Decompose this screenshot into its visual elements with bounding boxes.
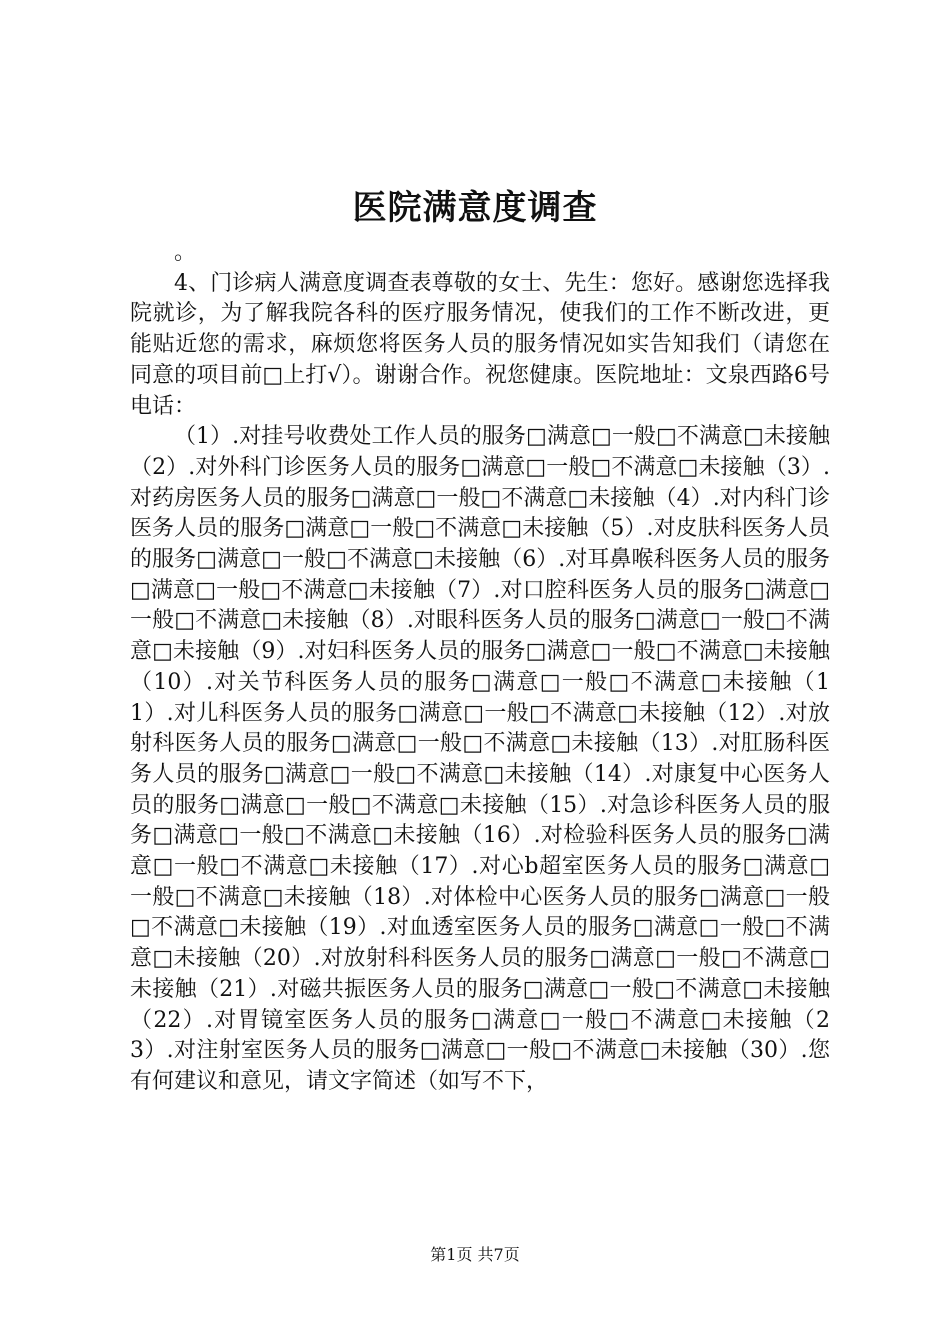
document-title: 医院满意度调查 [352,188,598,228]
page-footer: 第1页 共7页 [430,1245,520,1264]
document-body [130,238,830,1098]
paragraph-intro: 4、门诊病人满意度调查表尊敬的女士、先生：您好。感谢您选择我院就诊，为了解我院各科的医疗服务情况，使我们的工作不断改进，更能贴近您的需求，麻烦您将医务人员的服务情况如实告知我们（请您在同意的项目前□上打√）。谢谢合作。祝您健康。医院地址：文泉西路6号电话： [130,270,830,419]
paragraph-dot: 。 [174,240,197,265]
paragraph-survey-items: （1）.对挂号收费处工作人员的服务□满意□一般□不满意□未接触（2）.对外科门诊医务人员的服务□满意□一般□不满意□未接触（3）.对药房医务人员的服务□满意□一般□不满意□未接触（4）.对内科门诊医务人员的服务□满意□一般□不满意□未接触（5）.对皮肤科医务人员的服务□满意□一般□不满意□未接触（6）.对耳鼻喉科医务人员的服务□满意□一般□不满意□未接触（7）.对口腔科医务人员的服务□满意□一般□不满意□未接触（8）.对眼科医务人员的服务□满意□一般□不满意□未接触（9）.对妇科医务人员的服务□满意□一般□不满意□未接触（10）.对关节科医务人员的服务□满意□一般□不满意□未接触（11）.对儿科医务人员的服务□满意□一般□不满意□未接触（12）.对放射科医务人员的服务□满意□一般□不满意□未接触（13）.对肛肠科医务人员的服务□满意□一般□不满意□未接触（14）.对康复中心医务人员的服务□满意□一般□不满意□未接触（15）.对急诊科医务人员的服务□满意□一般□不满意□未接触（16）.对检验科医务人员的服务□满意□一般□不满意□未接触（17）.对心b超室医务人员的服务□满意□一般□不满意□未接触（18）.对体检中心医务人员的服务□满意□一般□不满意□未接触（19）.对血透室医务人员的服务□满意□一般□不满意□未接触（20）.对放射科科医务人员的服务□满意□一般□不满意□未接触（21）.对磁共振医务人员的服务□满意□一般□不满意□未接触（22）.对胃镜室医务人员的服务□满意□一般□不满意□未接触（23）.对注射室医务人员的服务□满意□一般□不满意□未接触（30）.您有何建议和意见，请文字简述（如写不下， [130,424,830,1094]
